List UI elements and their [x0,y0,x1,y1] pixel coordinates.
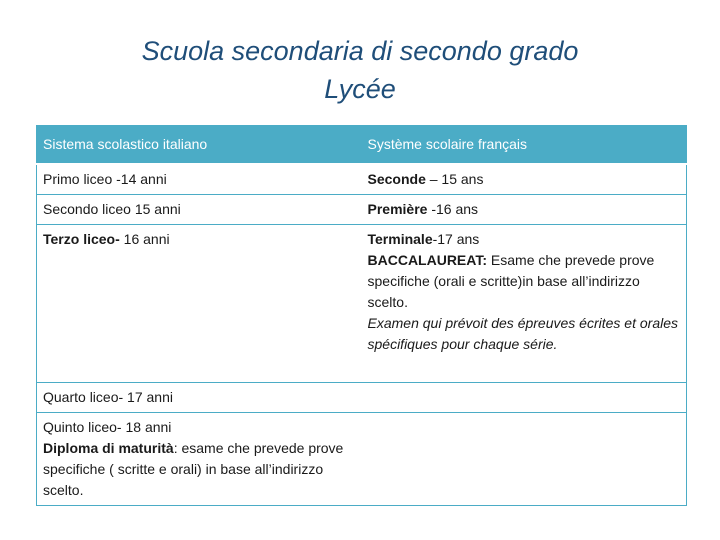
comparison-table [36,125,687,506]
primo-liceo-label: Primo liceo [43,171,113,187]
primo-liceo-age: -14 anni [112,171,167,187]
cell-primo-liceo [37,164,362,195]
table-row [37,413,687,506]
premiere-age: -16 ans [427,201,479,217]
secondo-liceo-label: Secondo liceo [43,201,131,217]
header-french-system: Système scolaire français [362,125,687,164]
cell-quarto-liceo [37,383,362,413]
terzo-liceo-label: Terzo liceo- [43,231,120,247]
terminale-age: -17 ans [432,231,480,247]
cell-empty-fr-5 [362,413,687,506]
slide-title-line-2: Lycée [324,74,396,104]
table-row [37,225,687,383]
seconde-age: – 15 ans [425,171,484,187]
quarto-liceo-label: Quarto liceo- [43,389,124,405]
cell-empty-fr-4 [362,383,687,413]
quinto-liceo-label: Quinto liceo- [43,419,122,435]
table-row [37,383,687,413]
cell-quinto-liceo [37,413,362,506]
premiere-label: Première [367,201,428,217]
terzo-liceo-age: 16 anni [119,231,170,247]
cell-secondo-liceo [37,195,362,225]
baccalaureat-description-fr: Examen qui prévoit des épreuves écrites et orales spécifiques pour chaque série [367,315,678,352]
table-row [37,195,687,225]
header-italian-system: Sistema scolastico italiano [37,125,362,164]
quarto-liceo-age: 17 anni [123,389,173,405]
cell-terzo-liceo [37,225,362,383]
secondo-liceo-age: 15 anni [130,201,181,217]
seconde-label: Seconde [367,171,426,187]
baccalaureat-label: BACCALAUREAT: [367,252,488,268]
diploma-maturita-description: : esame che prevede prove specifiche ( scritte e orali) in base all’indirizzo scelto. [43,440,344,498]
cell-terminale: Terminale-17 ans BACCALAUREAT: Esame che prevede prove specifiche (orali e scritte)in base all’indirizzo scelto. Examen qui prévoit des épreuves écrites et orales spécifiques pour chaque série. [362,225,687,383]
terminale-label: Terminale [367,231,433,247]
cell-premiere [362,195,687,225]
cell-seconde [362,164,687,195]
slide-title-line-1: Scuola secondaria di secondo grado [141,36,579,66]
slide-title [0,32,720,108]
quinto-liceo-age: 18 anni [121,419,172,435]
baccalaureat-description-it: Esame che prevede prove specifiche (orali e scritte)in base all’indirizzo scelto. [367,252,655,310]
table-header-row [37,125,687,164]
table-row [37,164,687,195]
diploma-maturita-label: Diploma di maturità [43,440,174,456]
